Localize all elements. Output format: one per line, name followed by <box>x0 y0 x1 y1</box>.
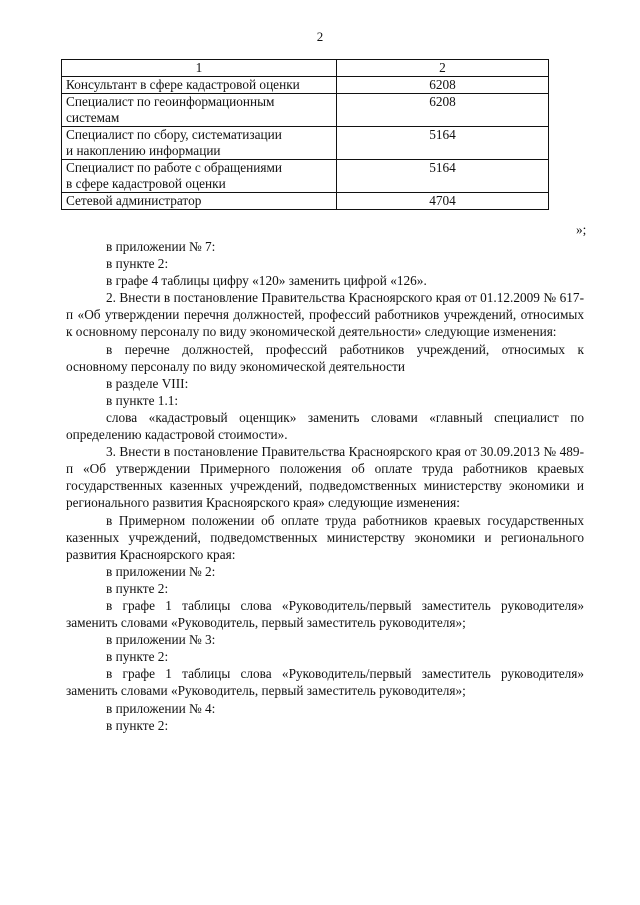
paragraph: в приложении № 3: <box>106 632 216 648</box>
position-line: Специалист по работе с обращениями <box>66 160 283 175</box>
paragraph: в графе 1 таблицы слова «Руководитель/первый заместитель руководителя» заменить словами «Руководитель, первый заместитель руководителя»; <box>66 597 584 631</box>
salary-cell: 6208 <box>337 94 549 127</box>
position-line: системам <box>66 110 120 125</box>
paragraph: в пункте 2: <box>106 649 169 665</box>
paragraph: в пункте 2: <box>106 256 169 272</box>
page-number: 2 <box>316 29 324 44</box>
position-line: и накоплению информации <box>66 143 221 158</box>
paragraph: в пункте 1.1: <box>106 392 179 408</box>
position-line: Сетевой администратор <box>66 193 202 208</box>
paragraph: в разделе VIII: <box>106 375 189 391</box>
salary-cell: 5164 <box>337 127 549 160</box>
paragraph: в перечне должностей, профессий работников учреждений, относимых к основному персоналу по виду экономической деятельности <box>66 341 584 374</box>
position-line: в сфере кадастровой оценки <box>66 176 226 191</box>
paragraph: в приложении № 2: <box>106 563 216 579</box>
position-line: Специалист по геоинформационным <box>66 94 275 109</box>
salary-cell: 5164 <box>337 160 549 193</box>
paragraph: слова «кадастровый оценщик» заменить словами «главный специалист по определению кадастровой стоимости». <box>66 409 584 443</box>
salary-cell: 4704 <box>337 193 549 210</box>
position-line: Консультант в сфере кадастровой оценки <box>66 77 300 92</box>
table-row <box>62 127 549 160</box>
paragraph: в графе 4 таблицы цифру «120» заменить цифрой «126». <box>106 273 427 289</box>
table-row <box>62 160 549 193</box>
paragraph: 2. Внести в постановление Правительства Красноярского края от 01.12.2009 № 617-п «Об утверждении перечня должностей, профессий работников учреждений, относимых к основному персоналу по виду экономической деятельности» следующие изменения: <box>66 290 584 340</box>
position-cell <box>62 193 337 210</box>
closing-quote: »; <box>576 222 587 237</box>
position-cell <box>62 77 337 94</box>
position-line: Специалист по сбору, систематизации <box>66 127 282 142</box>
position-cell <box>62 94 337 127</box>
column-header: 1 <box>62 60 337 77</box>
table-row <box>62 77 549 94</box>
salary-cell: 6208 <box>337 77 549 94</box>
paragraph: в приложении № 7: <box>106 239 216 254</box>
column-header: 2 <box>337 60 549 77</box>
paragraph: в приложении № 4: <box>106 700 216 716</box>
salary-table <box>61 59 549 210</box>
paragraph: 3. Внести в постановление Правительства Красноярского края от 30.09.2013 № 489-п «Об утверждении Примерного положения об оплате труда работников краевых государственных казенных учреждений, подведомственных министерству экономики и регионального развития Красноярского края» следующие изменения: <box>66 444 584 511</box>
paragraph: в пункте 2: <box>106 580 169 596</box>
position-cell <box>62 160 337 193</box>
paragraph: в графе 1 таблицы слова «Руководитель/первый заместитель руководителя» заменить словами «Руководитель, первый заместитель руководителя»; <box>66 666 584 699</box>
table-row <box>62 193 549 210</box>
position-cell <box>62 127 337 160</box>
paragraph: в пункте 2: <box>106 717 169 733</box>
paragraph: в Примерном положении об оплате труда работников краевых государственных казенных учреждений, подведомственных министерству экономики и регионального развития Красноярского края: <box>66 512 584 562</box>
table-row <box>62 94 549 127</box>
body-text <box>66 238 584 734</box>
table-header-row <box>62 60 549 77</box>
